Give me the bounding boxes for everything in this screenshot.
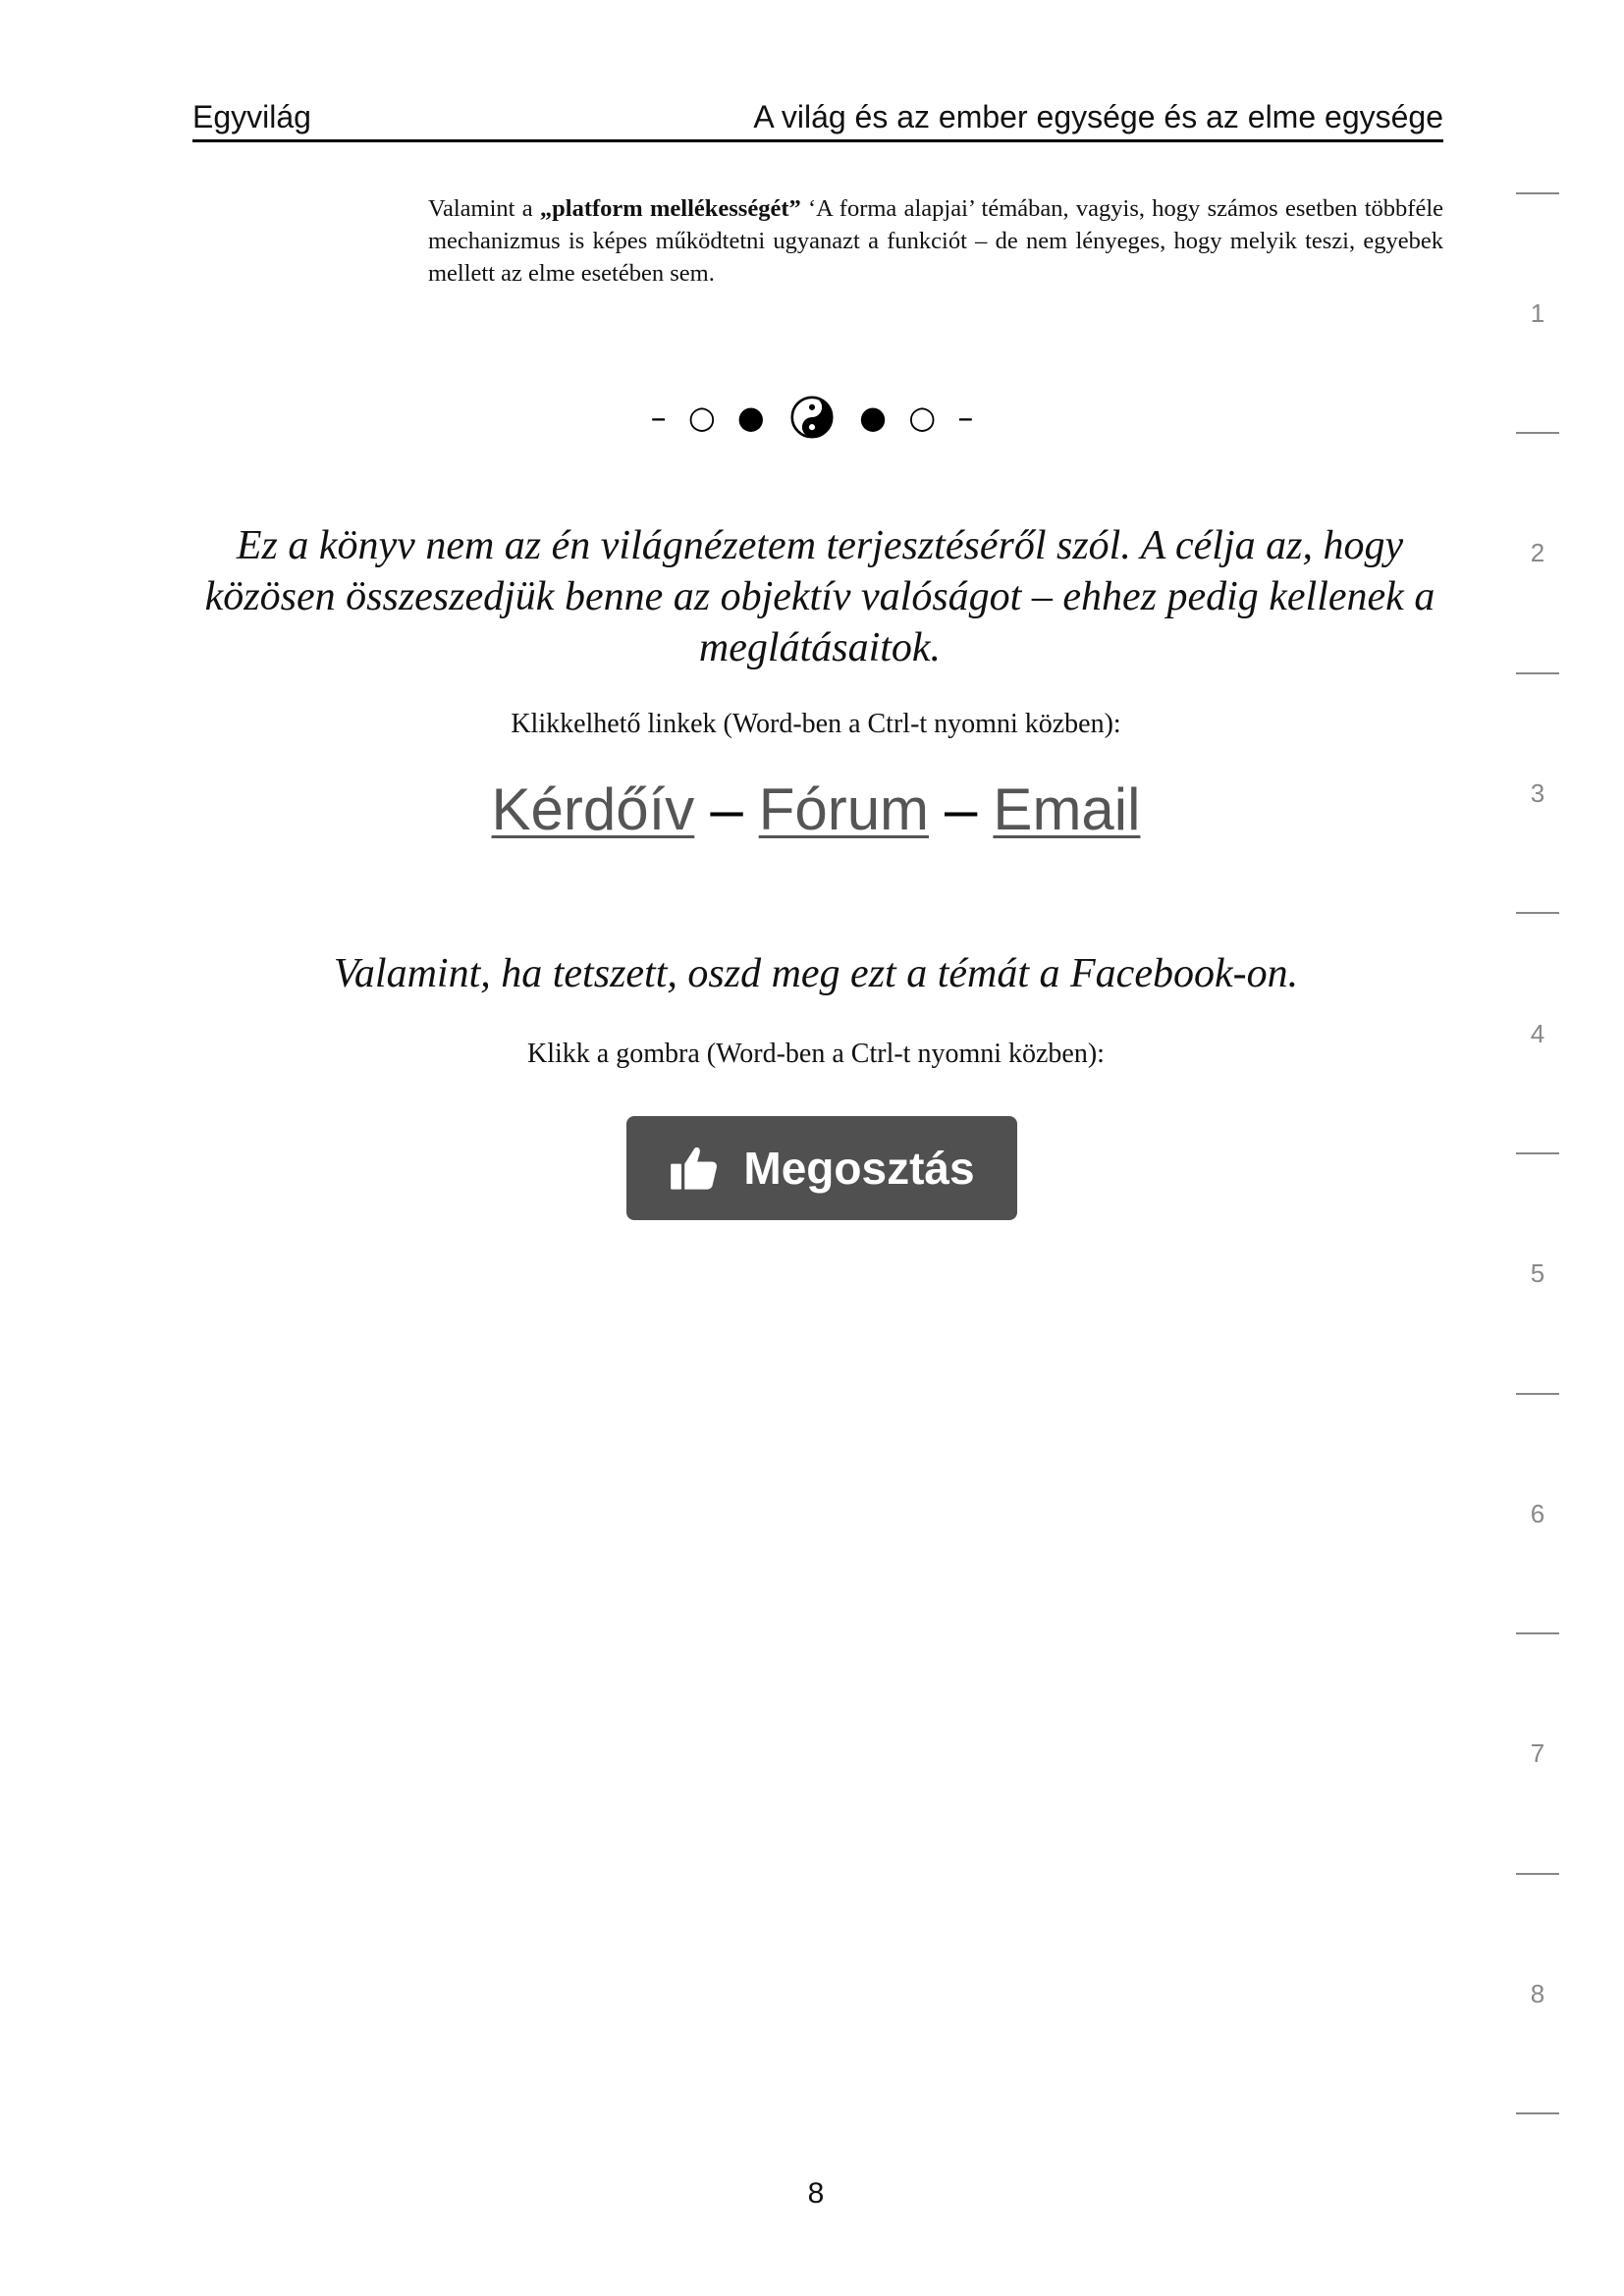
intro-prefix: Valamint a xyxy=(428,195,540,222)
margin-tick xyxy=(1516,192,1559,194)
margin-tick xyxy=(1516,912,1559,914)
feedback-links xyxy=(0,775,1624,843)
margin-number: 2 xyxy=(1530,538,1545,567)
margin-tick xyxy=(1516,432,1559,434)
intro-bold-term: „platform mellékességét” xyxy=(539,195,801,222)
margin-number: 4 xyxy=(1530,1019,1545,1048)
divider-open-circle-right: ○ xyxy=(908,399,937,436)
thumbs-up-icon xyxy=(669,1143,720,1194)
share-button-label: Megosztás xyxy=(743,1143,975,1194)
margin-number: 7 xyxy=(1530,1738,1545,1768)
margin-number: 5 xyxy=(1530,1258,1545,1288)
book-purpose-quote: Ez a könyv nem az én világnézetem terjesztéséről szól. A célja az, hogy közösen összeszedjük benne az objektív valóságot – ehhez pedig kellenek a meglátásaitok. xyxy=(204,523,1435,670)
divider-dash-left: – xyxy=(650,399,667,436)
margin-number: 3 xyxy=(1530,778,1545,808)
margin-tick xyxy=(1516,1393,1559,1395)
links-label: Klikkelhető linkek (Word-ben a Ctrl-t nyomni közben): xyxy=(511,709,1121,739)
page-header xyxy=(192,96,1443,142)
margin-number: 1 xyxy=(1530,298,1545,328)
yin-yang-icon xyxy=(790,396,834,439)
link-separator: – xyxy=(710,776,743,842)
header-book-title: Egyvilág xyxy=(192,99,311,134)
section-divider-ornament xyxy=(0,391,1624,442)
link-separator: – xyxy=(945,776,978,842)
survey-link[interactable]: Kérdőív xyxy=(491,776,695,842)
margin-tick xyxy=(1516,1152,1559,1154)
divider-filled-circle-right: ● xyxy=(859,399,888,436)
margin-number: 6 xyxy=(1530,1499,1545,1528)
share-label: Klikk a gombra (Word-ben a Ctrl-t nyomni közben): xyxy=(527,1039,1105,1069)
intro-paragraph xyxy=(428,192,1443,290)
header-chapter-title: A világ és az ember egysége és az elme egysége xyxy=(753,99,1443,134)
margin-number: 8 xyxy=(1530,1979,1545,2008)
facebook-share-button[interactable] xyxy=(626,1116,1017,1220)
email-link[interactable]: Email xyxy=(993,776,1141,842)
forum-link[interactable]: Fórum xyxy=(758,776,930,842)
margin-tick xyxy=(1516,672,1559,674)
margin-tick xyxy=(1516,1873,1559,1875)
page-number: 8 xyxy=(807,2177,825,2210)
divider-filled-circle-left: ● xyxy=(736,399,765,436)
margin-tick xyxy=(1516,2112,1559,2114)
divider-open-circle-left: ○ xyxy=(687,399,716,436)
divider-dash-right: – xyxy=(957,399,974,436)
margin-line-markers xyxy=(1516,0,1565,2296)
share-invitation: Valamint, ha tetszett, oszd meg ezt a témát a Facebook-on. xyxy=(333,951,1299,996)
margin-tick xyxy=(1516,1632,1559,1634)
intro-rest: ‘A forma alapjai’ témában, vagyis, hogy számos esetben többféle mechanizmus is képes működtetni ugyanazt a funkciót – de nem lényeges, hogy melyik teszi, egyebek mellett az elme esetében sem. xyxy=(428,195,1444,287)
